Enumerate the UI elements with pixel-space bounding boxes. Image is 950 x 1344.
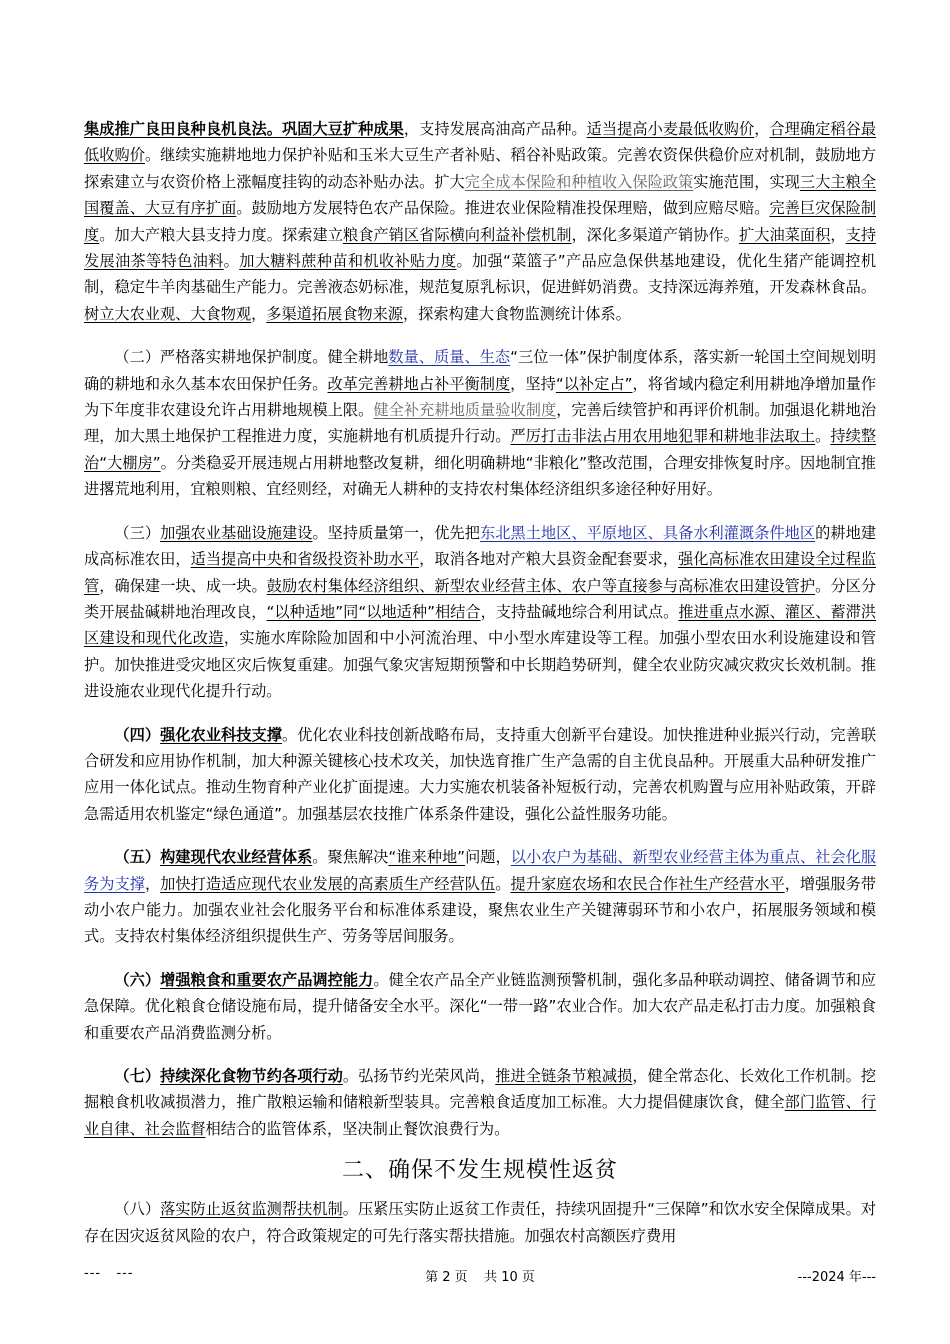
text-run: 改革完善耕地占补平衡制度	[327, 374, 511, 393]
text-run: ，坚持	[510, 374, 556, 393]
text-run: 适当提高小麦最低收购价	[586, 120, 755, 138]
text-run: 部门监管、行业自律、社会监督	[84, 1093, 877, 1138]
text-run: 持续深化食物节约各项行动	[160, 1067, 343, 1085]
text-run: （八）	[114, 1200, 161, 1219]
text-run: 实施范围，实现	[693, 172, 800, 191]
text-run: ，支持盐碱地综合利用试点。	[480, 602, 679, 621]
text-run: 。	[495, 874, 511, 893]
text-run: 。加强“菜篮子”产品应急保供基地建设，优化生猪产能调控机制，稳定牛羊肉基础生产能力。完善液态奶标准，规范复原乳标识，促进鲜奶消费。支持深远海养殖，开发森林食品。	[84, 252, 877, 297]
text-run: 严厉打击非法占用农用地犯罪和耕地非法取土	[510, 427, 816, 446]
text-run: ，确保建一块、成一块。	[99, 576, 267, 595]
text-run: ，	[754, 120, 770, 138]
text-run: ，探索构建大食物监测统计体系。	[402, 304, 631, 323]
text-run: 。压紧压实防止返贫工作责任，持续巩固提升“三保障”和饮水安全保障成果。对存在因灾返贫风险的农户，符合政策规定的可先行落实帮扶措施。加强农村高额医疗费用	[84, 1200, 877, 1245]
paragraph-continued	[84, 116, 876, 327]
paragraph-operation-system	[84, 844, 876, 950]
paragraph-agri-tech	[84, 722, 876, 828]
text-run: 强化农业科技支撑	[160, 725, 282, 744]
text-run: ，取消各地对产粮大县资金配套要求，	[419, 550, 679, 569]
text-run: 。	[223, 252, 240, 271]
footer-year: ---2024 年---	[797, 1270, 876, 1285]
text-run: 适当提高中央和省级投资补助水平	[190, 550, 420, 569]
text-run: 问题，	[465, 848, 511, 867]
text-run: 以小农户为基础、新型农业经营主体为重点、社会化服务为支撑	[84, 848, 877, 893]
text-run: 完善巨灾保险制度	[84, 199, 877, 244]
text-run: 。鼓励地方发展特色农产品保险。推进农业保险精准投保理赔，做到应赔尽赔。	[236, 199, 770, 218]
text-run: ，支持发展高油高产品种。	[403, 120, 587, 138]
text-run: 。分类稳妥开展违规占用耕地整改复耕，细化明确耕地“非粮化”整改范围，合理安排恢复时序。因地制宜推进撂荒地利用，宜粮则粮、宜经则经，对确无人耕种的支持农村集体经济组织多途径种好用好。	[84, 453, 876, 499]
text-run: ，	[830, 225, 846, 244]
text-run: 。分区分类开展盐碱耕地治理改良，	[84, 576, 877, 621]
text-run: 推进全链条节粮减损	[495, 1067, 633, 1085]
paragraph-food-saving	[84, 1063, 876, 1142]
text-run: 提升家庭农场和农民合作社生产经营水平	[510, 874, 785, 893]
text-run: 的耕地建成高标准农田，	[84, 523, 877, 569]
text-run: 加强农业基础设施建设	[160, 523, 313, 542]
paragraph-infrastructure	[84, 520, 876, 705]
text-run: 强化高标准农田建设全过程监管	[84, 550, 877, 595]
text-run: （三）	[114, 523, 161, 542]
text-run: ，健全常态化、长效化工作机制。挖掘粮食机收减损潜力，推广散粮运输和储粮新型装具。完善粮食适度加工标准。大力提倡健康饮食，健全	[84, 1067, 877, 1112]
text-run: 鼓励农村集体经济组织、新型农业经营主体、农户等直接参与高标准农田建设管护	[266, 576, 816, 595]
text-run: 多渠道拓展食物来源	[266, 304, 403, 323]
text-run: “以补定占”	[555, 374, 633, 393]
text-run: 加大糖料蔗种苗和机收补贴力度	[239, 252, 457, 271]
text-run: 树立大农业观、大食物观	[84, 304, 252, 323]
text-run: 。健全农产品全产业链监测预警机制，强化多品种联动调控、储备调节和应急保障。优化粮食仓储设施布局，提升储备安全水平。深化“一带一路”农业合作。加大农产品走私打击力度。加强粮食和重要农产品消费监测分析。	[84, 970, 877, 1042]
text-run: ，实施水库除险加固和中小河流治理、中小型水库建设等工程。加强小型农田水利设施建设和管护。加快推进受灾地区灾后恢复重建。加强气象灾害短期预警和中长期趋势研判，健全农业防灾减灾救灾长效机制。推进设施农业现代化提升行动。	[84, 629, 877, 701]
text-run: 。聚焦解决	[312, 848, 389, 867]
text-run: 集成推广良田良种良机良法。巩固大豆扩种成果	[84, 120, 404, 138]
text-run: ，将省域内稳定利用耕地净增加量作为下年度非农建设允许占用耕地规模上限。	[84, 374, 877, 420]
paragraph-grain-regulation	[84, 967, 876, 1046]
text-run: 扩大油菜面积	[739, 225, 831, 244]
text-run: 三大主粮全国覆盖、大豆有序扩面	[84, 172, 877, 218]
text-run: （五）	[114, 848, 161, 867]
text-run: 。弘扬节约光荣风尚，	[342, 1067, 496, 1085]
text-run: ，深化多渠道产销协作。	[571, 225, 739, 244]
text-run: 合理确定稻谷最低收购价	[84, 120, 877, 165]
paragraph-poverty-monitoring	[84, 1196, 876, 1249]
text-run: 。继续实施耕地地力保护补贴和玉米大豆生产者补贴、稻谷补贴政策。完善农资保供稳价应对机制，鼓励地方探索建立与农资价格上涨幅度挂钩的动态补贴办法。扩大	[84, 146, 877, 191]
document-body	[84, 116, 876, 1266]
text-run: ，	[251, 304, 267, 323]
text-run: 健全补充耕地质量验收制度	[373, 401, 557, 420]
text-run: 数量、质量、生态	[388, 348, 511, 367]
text-run: 。坚持质量第一，优先把	[312, 523, 481, 542]
text-run: 构建现代农业经营体系	[160, 848, 313, 867]
text-run: 粮食产销区省际横向利益补偿机制	[342, 225, 572, 244]
footer-left: --- ---	[84, 1266, 134, 1281]
paragraph-farmland-protection	[84, 344, 876, 502]
text-run: ，增强服务带动小农户能力。加强农业社会化服务平台和标准体系建设，聚焦农业生产关键薄弱环节和小农户，拓展服务领域和模式。支持农村集体经济组织提供生产、劳务等居间服务。	[84, 874, 877, 946]
text-run: “三位一体”保护制度体系，落实新一轮国土空间规划明确的耕地和永久基本农田保护任务。	[84, 348, 877, 393]
text-run: ，	[144, 874, 161, 893]
text-run: “以种适地”同“以地适种”相结合	[266, 602, 481, 621]
text-run: 推进重点水源、灌区、蓄滞洪区建设和现代化改造	[84, 602, 877, 648]
text-run: 持续整治“大棚房”	[84, 427, 877, 472]
footer-page-number: 第 2 页 共 10 页	[425, 1270, 535, 1285]
text-run: （二）严格落实耕地保护制度。健全耕地	[114, 348, 389, 367]
page-footer	[84, 1266, 876, 1286]
text-run: （七）	[114, 1067, 161, 1085]
text-run: ，完善后续管护和再评价机制。加强退化耕地治理，加大黑土地保护工程推进力度，实施耕地有机质提升行动。	[84, 401, 877, 446]
text-run: 支持发展油茶等特色油料	[84, 225, 877, 271]
text-run: 东北黑土地区、平原地区、具备水利灌溉条件地区	[480, 523, 816, 542]
text-run: 加快打造适应现代农业发展的高素质生产经营队伍	[160, 874, 496, 893]
text-run: 完全成本保险和种植收入保险政策	[464, 172, 694, 191]
text-run: “谁来种地”	[388, 848, 466, 867]
text-run: 。加大产粮大县支持力度。探索建立	[99, 225, 343, 244]
text-run: 。优化农业科技创新战略布局，支持重大创新平台建设。加快推进种业振兴行动，完善联合研发和应用协作机制，加大种源关键核心技术攻关，加快选育推广生产急需的自主优良品种。开展重大品种研发推广应用一体化试点。推动生物育种产业化扩面提速。大力实施农机装备补短板行动，完善农机购置与应用补贴政策，开辟急需适用农机鉴定“绿色通道”。加强基层农技推广体系条件建设，强化公益性服务功能。	[84, 725, 877, 823]
section-heading: 二、确保不发生规模性返贫	[341, 1158, 618, 1184]
text-run: 落实防止返贫监测帮扶机制	[160, 1200, 343, 1219]
text-run: 。	[815, 427, 831, 446]
text-run: 增强粮食和重要农产品调控能力	[160, 970, 374, 989]
text-run: 相结合的监管体系，坚决制止餐饮浪费行为。	[205, 1119, 510, 1138]
text-run: （六）	[114, 970, 161, 989]
text-run: （四）	[114, 725, 161, 744]
